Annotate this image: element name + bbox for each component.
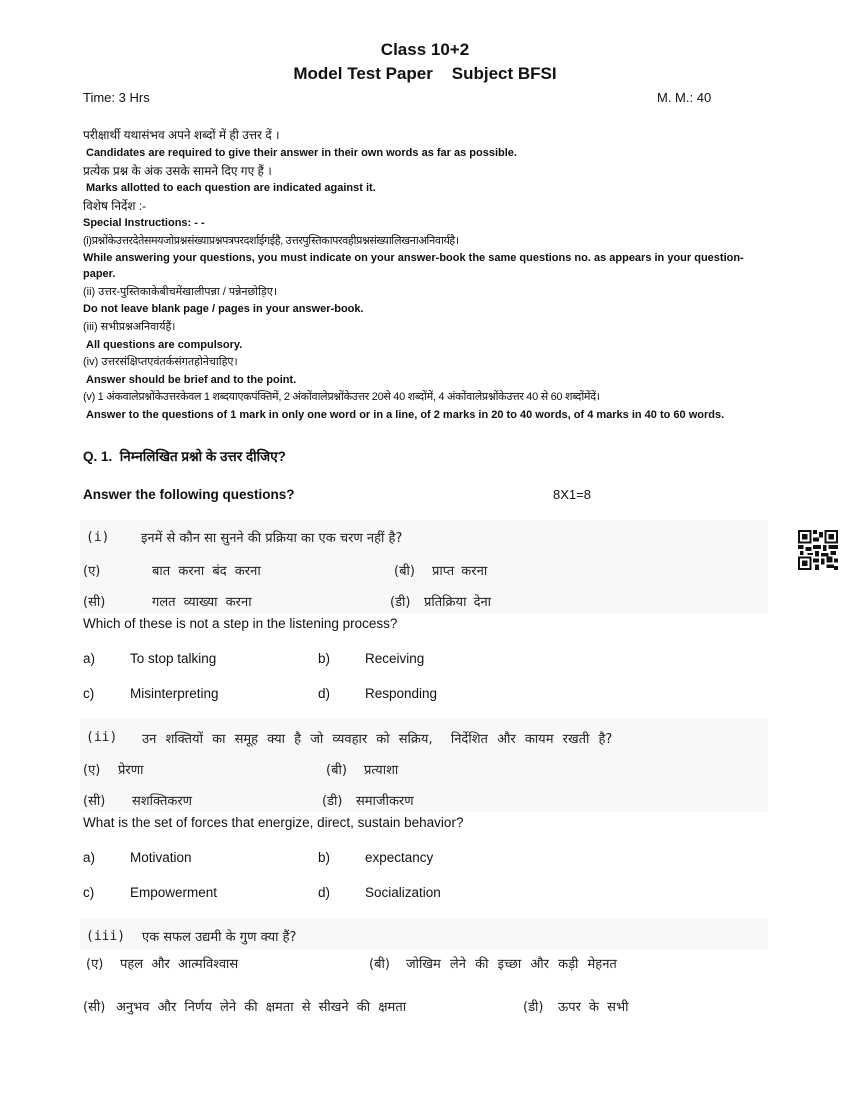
q1-title-en: Answer the following questions? (83, 487, 295, 502)
question-iii-hi-option-a: पहल और आत्मविश्वास (120, 957, 239, 972)
question-ii-hi-option-a: प्रेरणा (118, 763, 144, 778)
instruction-iii-en: All questions are compulsory. (86, 339, 243, 351)
q1-title-hi: Q. 1. निम्नलिखित प्रश्नो के उत्तर दीजिए? (83, 449, 286, 464)
paper-class-title: Class 10+2 (380, 40, 470, 59)
question-i-en-option-a: To stop talking (130, 651, 217, 666)
question-ii-hi-option-a-label: (ए) (83, 763, 101, 778)
question-i-hi-option-d: प्रतिक्रिया देना (424, 595, 492, 610)
question-iii-hi-option-b: जोखिम लेने की इच्छा और कड़ी मेहनत (406, 957, 617, 972)
instruction-ii-hi: (ii) उत्तर-पुस्तिकाकेबीचमेंखालीपन्ना / पन्नेनछोड़िए। (83, 286, 278, 298)
question-i-hi-option-a: बात करना बंद करना (152, 564, 261, 579)
question-ii-en-option-b: expectancy (365, 850, 434, 865)
question-i-hi-option-c-label: (सी) (83, 595, 106, 610)
question-iii-hi-option-c: अनुभव और निर्णय लेने की क्षमता से सीखने की क्षमता (116, 1000, 407, 1015)
instruction-i-hi: (i)प्रश्नोंकेउत्तरदेतेसमयजोप्रश्नसंख्याप्रश्नपत्रपरदर्शाईगईहै, उत्तरपुस्तिकापरवहीप्रश्नसंख्यालिखनाअनिवार्यहै। (83, 235, 459, 247)
question-i-en-option-c-label: c) (83, 686, 95, 701)
question-ii-hi-option-d-label: (डी) (322, 794, 343, 809)
special-instructions-en: Special Instructions: - - (83, 217, 205, 229)
question-ii-hi-option-c: सशक्तिकरण (132, 794, 193, 809)
instruction-en-1: Candidates are required to give their answer in their own words as far as possible. (86, 147, 517, 159)
question-ii-en-option-a-label: a) (83, 850, 96, 865)
question-ii-en-option-a: Motivation (130, 850, 192, 865)
instruction-hi-1: परीक्षार्थी यथासंभव अपने शब्दों में ही उत्तर दें । (83, 128, 280, 142)
q1-marks: 8X1=8 (553, 487, 591, 502)
question-ii-en-option-c-label: c) (83, 885, 95, 900)
instruction-i-en-b: paper. (83, 268, 116, 280)
question-i-hi-option-c: गलत व्याख्या करना (152, 595, 252, 610)
paper-subject-title: Model Test Paper Subject BFSI (293, 64, 557, 83)
question-ii-hi-text: उन शक्तियों का समूह क्या है जो व्यवहार को सक्रिय, निर्देशित और कायम रखती है? (142, 732, 613, 747)
question-i-hi-option-d-label: (डी) (390, 595, 411, 610)
question-i-hi-text: इनमें से कौन सा सुनने की प्रक्रिया का एक चरण नहीं है? (141, 531, 403, 546)
question-ii-en-option-b-label: b) (318, 850, 331, 865)
qr-code-icon (798, 530, 838, 570)
question-ii-number: (ii) (86, 730, 118, 745)
question-ii-en-option-d-label: d) (318, 885, 331, 900)
question-ii-en-text: What is the set of forces that energize, direct, sustain behavior? (83, 815, 464, 830)
question-iii-hi-option-c-label: (सी) (83, 1000, 106, 1015)
question-iii-hi-option-d-label: (डी) (523, 1000, 544, 1015)
question-iii-hi-text: एक सफल उद्यमी के गुण क्या हैं? (142, 930, 297, 945)
instruction-i-en-a: While answering your questions, you must indicate on your answer-book the same questions no. as appears in your question- (83, 252, 744, 264)
instruction-ii-en: Do not leave blank page / pages in your answer-book. (83, 303, 364, 315)
question-i-en-option-b: Receiving (365, 651, 425, 666)
question-ii-hi-option-d: समाजीकरण (356, 794, 414, 809)
instruction-hi-2: प्रत्येक प्रश्न के अंक उसके सामने दिए गए हैं । (83, 164, 272, 178)
question-i-number: (i) (86, 530, 110, 545)
question-i-en-option-d: Responding (365, 686, 438, 701)
question-i-en-option-c: Misinterpreting (130, 686, 219, 701)
instruction-iii-hi: (iii) सभीप्रश्नअनिवार्यहैं। (83, 321, 176, 333)
question-ii-hi-option-b-label: (बी) (326, 763, 347, 778)
question-i-en-option-a-label: a) (83, 651, 96, 666)
instruction-iv-hi: (iv) उत्तरसंक्षिप्तएवंतर्कसंगतहोनेचाहिए। (83, 356, 238, 368)
question-ii-en-option-d: Socialization (365, 885, 441, 900)
instruction-v-hi: (v) 1 अंकवालेप्रश्नोंकेउत्तरकेवल 1 शब्दयाएकपंक्तिमें, 2 अंकोंवालेप्रश्नोंकेउत्तर 20से 40 शब्दोंमें, 4 अंकोंवालेप्रश्नोंकेउत्तर 40 से 60 शब्दोंमेंदें। (83, 391, 600, 403)
question-ii-hi-option-c-label: (सी) (83, 794, 106, 809)
time-allowed: Time: 3 Hrs (83, 90, 150, 105)
question-i-hi-option-a-label: (ए) (83, 564, 101, 579)
instruction-iv-en: Answer should be brief and to the point. (86, 374, 297, 386)
question-i-en-text: Which of these is not a step in the listening process? (83, 616, 398, 631)
question-ii-en-option-c: Empowerment (130, 885, 218, 900)
question-i-en-option-b-label: b) (318, 651, 331, 666)
question-i-hi-option-b: प्राप्त करना (432, 564, 488, 579)
instruction-v-en: Answer to the questions of 1 mark in only one word or in a line, of 2 marks in 20 to 40 words, of 4 marks in 40 to 60 words. (86, 409, 725, 421)
question-iii-hi-option-d: ऊपर के सभी (558, 1000, 629, 1015)
instruction-en-2: Marks allotted to each question are indicated against it. (86, 182, 376, 194)
max-marks: M. M.: 40 (657, 90, 712, 105)
special-instructions-hi: विशेष निर्देश :- (83, 199, 147, 213)
question-ii-hi-option-b: प्रत्याशा (364, 763, 399, 778)
question-iii-hi-option-b-label: (बी) (369, 957, 390, 972)
question-iii-number: (iii) (86, 929, 126, 944)
question-iii-hi-option-a-label: (ए) (86, 957, 104, 972)
question-i-hi-option-b-label: (बी) (394, 564, 415, 579)
question-i-en-option-d-label: d) (318, 686, 331, 701)
